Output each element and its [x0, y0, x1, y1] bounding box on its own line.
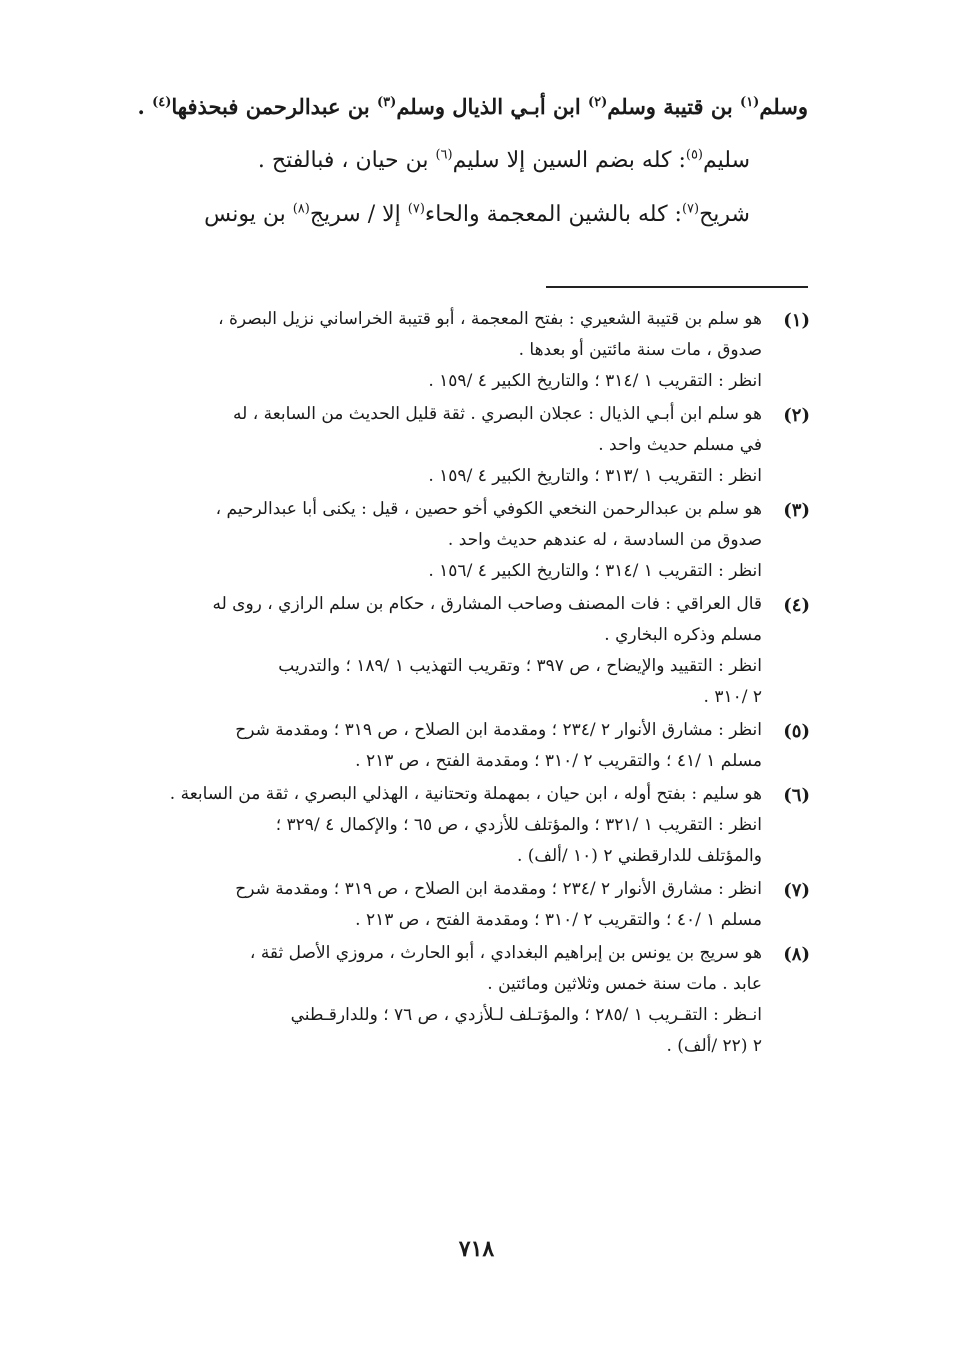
footnote-line: قال العراقي : فات المصنف وصاحب المشارق ، حكام بن سلم الرازي ، روى له	[212, 594, 762, 614]
footnote-line: ٢ /٣١٠ .	[703, 687, 762, 707]
text-run: شريح	[699, 202, 750, 227]
text-run: بن يونس	[204, 202, 293, 227]
footnote-line: عابد . مات سنة خمس وثلاثين ومائتين .	[487, 974, 762, 994]
footnote-5	[110, 715, 810, 777]
footnote-7	[110, 874, 810, 936]
text-run: ابن أبـي الذيال وسلم	[396, 94, 588, 119]
footnote-line: مسلم ١ /٤٠ ؛ والتقريب ٢ /٣١٠ ؛ ومقدمة الفتح ، ص ٢١٣ .	[355, 910, 762, 930]
footnote-line: هو سريج بن يونس بن إبراهيم البغدادي ، أبو الحارث ، مروزي الأصل ثقة ،	[249, 943, 762, 963]
footnote-8	[110, 938, 810, 1062]
footnote-line: انـظر : التقـريب ١ /٢٨٥ ؛ والمؤتـلف لـلأزدي ، ص ٧٦ ؛ وللدارقـطني	[290, 1005, 762, 1025]
text-run: إلا / سريج	[309, 202, 408, 227]
footnote-number: (٤)	[783, 595, 810, 616]
footnote-divider	[546, 286, 808, 288]
main-line-2	[108, 146, 808, 176]
footnote-line: هو سلم بن عبدالرحمن النخعي الكوفي أخو حصين ، قيل : يكنى أبا عبدالرحيم ،	[215, 499, 762, 519]
footnote-line: هو سلم بن قتيبة الشعيري : بفتح المعجمة ، أبو قتيبة الخراساني نزيل البصرة ،	[218, 309, 762, 329]
footnote-line: هو سلم ابن أبـي الذيال : عجلان البصري . ثقة قليل الحديث من السابعة ، له	[233, 404, 762, 424]
footnote-line: انظر : مشارق الأنوار ٢ /٢٣٤ ؛ ومقدمة ابن الصلاح ، ص ٣١٩ ؛ ومقدمة شرح	[235, 720, 762, 740]
footnote-ref[interactable]: (٢)	[587, 95, 608, 110]
footnote-line: ٢ (٢٢ /ألف) .	[666, 1036, 762, 1056]
text-run: سليم	[703, 148, 750, 173]
main-text-block	[108, 92, 808, 230]
footnote-number: (٧)	[783, 880, 810, 901]
footnote-line: هو سليم : بفتح أوله ، ابن حيان ، بمهملة وتحتانية ، الهذلي البصري ، ثقة من السابعة .	[169, 784, 762, 804]
main-line-1	[108, 92, 808, 122]
footnotes-section	[110, 304, 810, 1064]
footnote-ref[interactable]: (٧)	[681, 201, 700, 217]
footnote-line: في مسلم حديث واحد .	[598, 435, 762, 455]
footnote-1	[110, 304, 810, 397]
text-run: وسلم	[759, 94, 808, 119]
footnote-number: (٣)	[783, 500, 810, 521]
footnote-line: مسلم ١ /٤١ ؛ والتقريب ٢ /٣١٠ ؛ ومقدمة الفتح ، ص ٢١٣ .	[355, 751, 762, 771]
text-run: : كله بالشين المعجمة والحاء	[424, 202, 682, 227]
footnote-ref[interactable]: (٧)	[407, 201, 425, 217]
main-line-3	[108, 200, 808, 230]
text-run: بن قتيبة وسلم	[607, 94, 741, 119]
footnote-number: (١)	[783, 310, 810, 331]
text-run: بن حيان ، فبالفتح .	[257, 148, 436, 173]
footnote-line: انظر : مشارق الأنوار ٢ /٢٣٤ ؛ ومقدمة ابن الصلاح ، ص ٣١٩ ؛ ومقدمة شرح	[235, 879, 762, 899]
footnote-line: مسلم وذكره البخاري .	[604, 625, 762, 645]
footnote-ref[interactable]: (٣)	[377, 95, 397, 110]
footnote-line: انظر : التقريب ١ /٣٢١ ؛ والمؤتلف للأزدي ، ص ٦٥ ؛ والإكمال ٤ /٣٢٩ ؛	[275, 815, 762, 835]
footnote-line: صدوق من السادسة ، له عندهم حديث واحد .	[447, 530, 762, 550]
footnote-ref[interactable]: (١)	[740, 95, 760, 110]
page-number: ٧١٨	[458, 1236, 495, 1262]
footnote-6	[110, 779, 810, 872]
text-run: : كله بضم السين إلا سليم	[452, 148, 686, 173]
footnote-2	[110, 399, 810, 492]
footnote-number: (٦)	[783, 785, 810, 806]
footnote-number: (٥)	[783, 721, 810, 742]
footnote-line: والمؤتلف للدارقطني ٢ (١٠ /ألف) .	[516, 846, 762, 866]
footnote-line: صدوق ، مات سنة مائتين أو بعدها .	[518, 340, 762, 360]
text-run: بن عبدالرحمن فبحذفها	[171, 94, 378, 119]
footnote-line: انظر : التقييد والإيضاح ، ص ٣٩٧ ؛ وتقريب التهذيب ١ /١٨٩ ؛ والتدريب	[278, 656, 762, 676]
footnote-ref[interactable]: (٤)	[152, 95, 172, 110]
footnote-4	[110, 589, 810, 713]
footnote-ref[interactable]: (٨)	[292, 201, 310, 217]
footnote-number: (٨)	[783, 944, 810, 965]
footnote-line: انظر : التقريب ١ /٣١٤ ؛ والتاريخ الكبير ٤ /١٥٦ .	[428, 561, 762, 581]
footnote-ref[interactable]: (٥)	[685, 147, 703, 163]
footnote-number: (٢)	[783, 405, 810, 426]
footnote-line: انظر : التقريب ١ /٣١٤ ؛ والتاريخ الكبير ٤ /١٥٩ .	[428, 371, 762, 391]
footnote-ref[interactable]: (٦)	[435, 147, 453, 163]
footnote-3	[110, 494, 810, 587]
footnote-line: انظر : التقريب ١ /٣١٣ ؛ والتاريخ الكبير ٤ /١٥٩ .	[428, 466, 762, 486]
text-run: .	[137, 94, 153, 119]
